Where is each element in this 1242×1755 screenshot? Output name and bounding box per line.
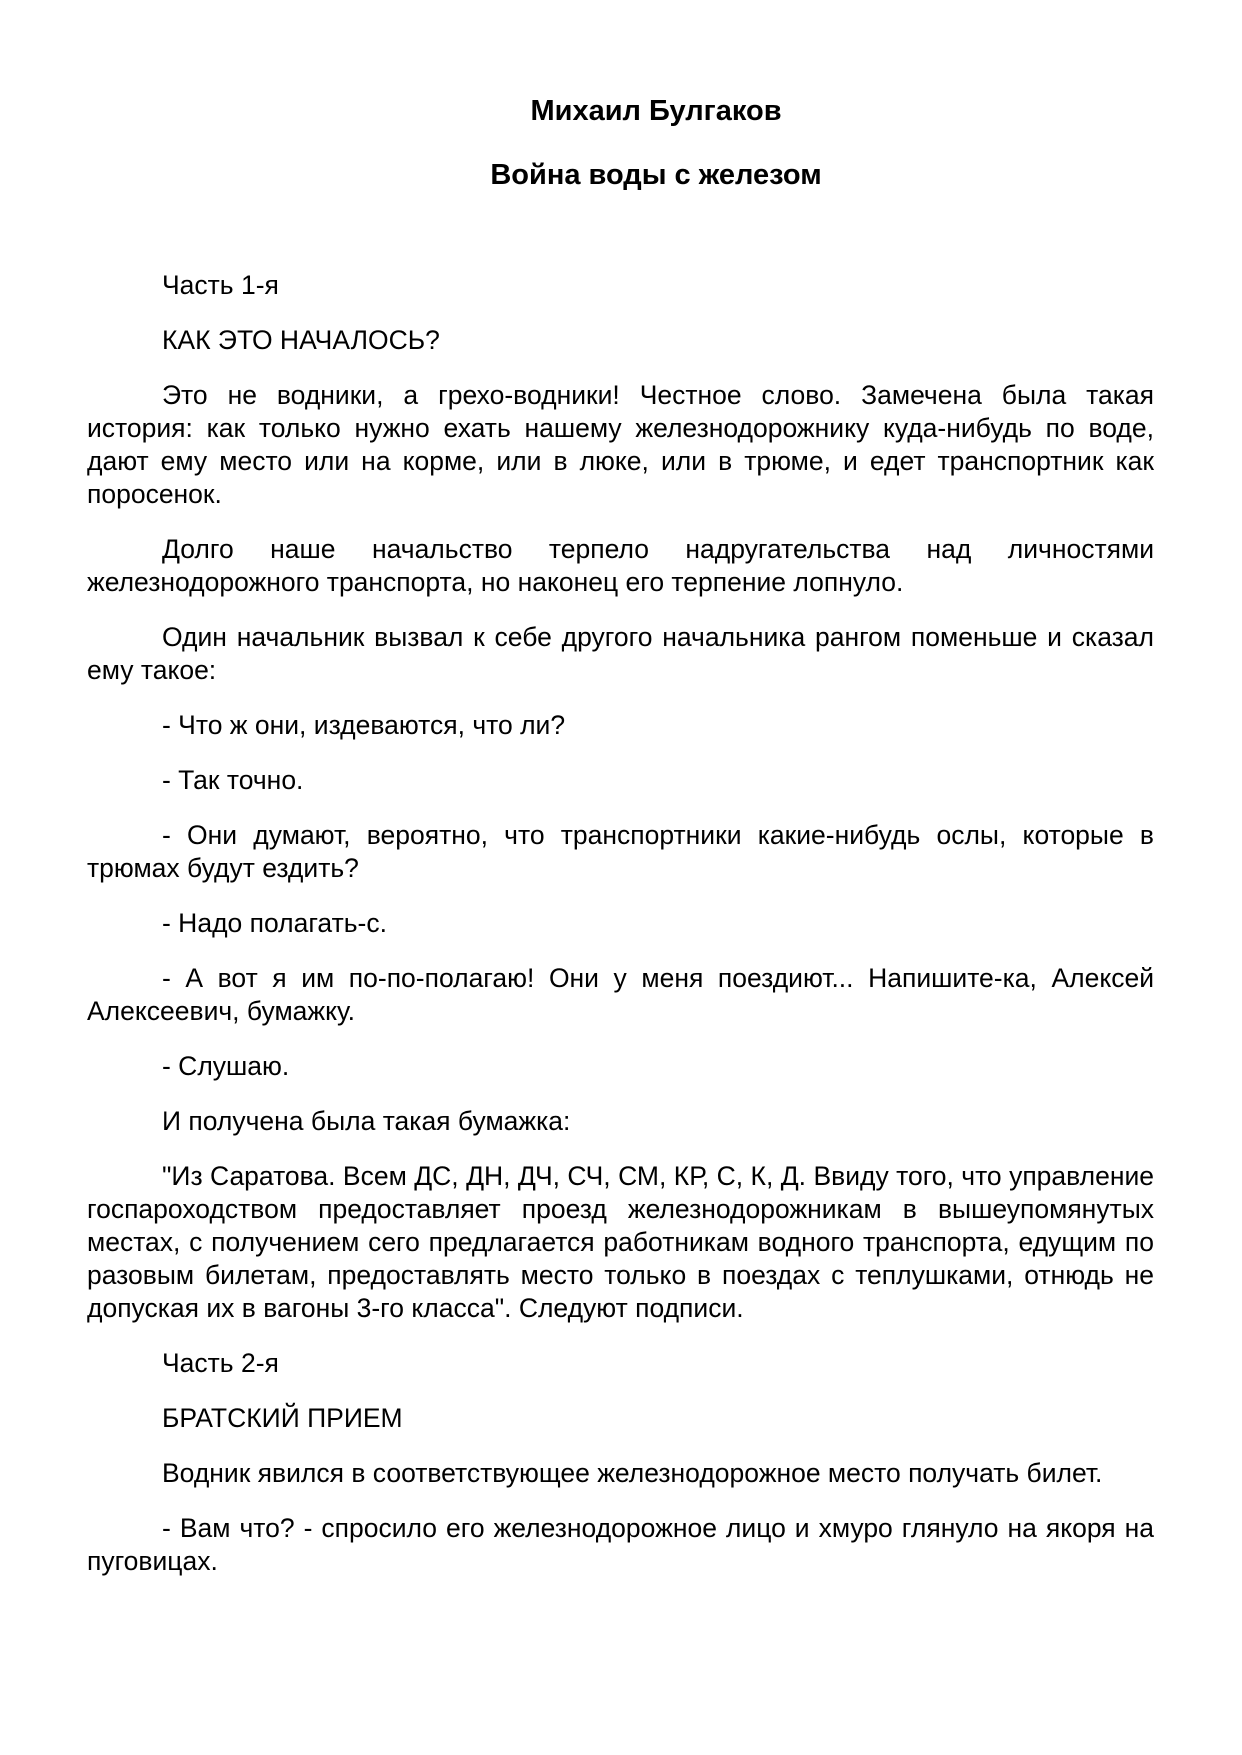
story-body — [87, 269, 1154, 1600]
section-heading: КАК ЭТО НАЧАЛОСЬ? — [162, 325, 440, 355]
paragraph: Водник явился в соответствующее железнодорожное место получать билет. — [162, 1458, 1103, 1488]
dialogue-line: - Так точно. — [162, 765, 304, 795]
paragraph: Долго наше начальство терпело надругательства над личностями железнодорожного транспорта, но наконец его терпение лопнуло. — [87, 534, 1154, 597]
paragraph: Это не водники, а грехо-водники! Честное слово. Замечена была такая история: как только нужно ехать нашему железнодорожнику куда-нибудь по воде, дают ему место или на корме, или в люке, или в трюме, и едет транспортник как поросенок. — [87, 380, 1154, 509]
part-heading: Часть 1-я — [162, 270, 279, 300]
story-title: Война воды с железом — [490, 159, 822, 191]
section-heading: БРАТСКИЙ ПРИЕМ — [162, 1403, 403, 1433]
part-heading: Часть 2-я — [162, 1348, 279, 1378]
paragraph: И получена была такая бумажка: — [162, 1106, 571, 1136]
dialogue-line: - А вот я им по-по-полагаю! Они у меня поездиют... Напишите-ка, Алексей Алексеевич, бумажку. — [87, 963, 1154, 1026]
dialogue-line: - Надо полагать-с. — [162, 908, 387, 938]
quoted-memo: "Из Саратова. Всем ДС, ДН, ДЧ, СЧ, СМ, КР, С, К, Д. Ввиду того, что управление госпароходством предоставляет проезд железнодорожникам в вышеупомянутых местах, с получением сего предлагается работникам водного транспорта, едущим по разовым билетам, предоставлять место только в поездах с теплушками, отнюдь не допуская их в вагоны 3-го класса". Следуют подписи. — [87, 1161, 1154, 1323]
dialogue-line: - Они думают, вероятно, что транспортники какие-нибудь ослы, которые в трюмах будут ездить? — [87, 820, 1154, 883]
dialogue-line: - Что ж они, издеваются, что ли? — [162, 710, 566, 740]
dialogue-line: - Вам что? - спросило его железнодорожное лицо и хмуро глянуло на якоря на пуговицах. — [87, 1513, 1154, 1576]
paragraph: Один начальник вызвал к себе другого начальника рангом поменьше и сказал ему такое: — [87, 622, 1154, 685]
author-name: Михаил Булгаков — [530, 95, 782, 127]
dialogue-line: - Слушаю. — [162, 1051, 290, 1081]
